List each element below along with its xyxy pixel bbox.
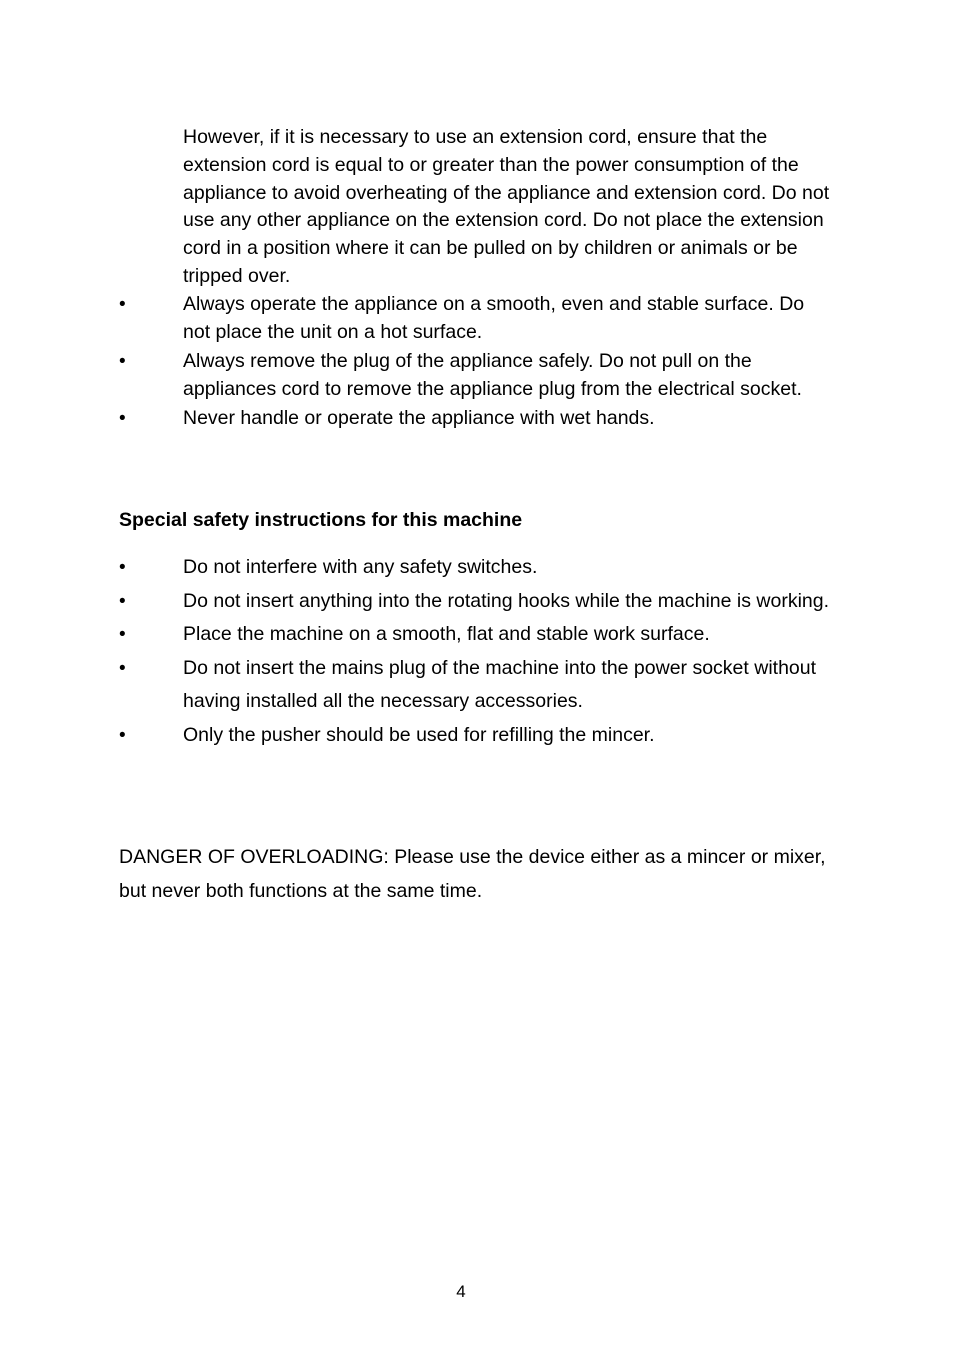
bullet-icon: • <box>119 557 126 578</box>
bullet-icon: • <box>119 408 126 430</box>
overloading-warning: DANGER OF OVERLOADING: Please use the device either as a mincer or mixer, but never both functions at the same time. <box>119 846 826 902</box>
list-item <box>115 551 835 585</box>
list-item <box>115 719 835 753</box>
list-item <box>115 348 835 404</box>
bullet-icon: • <box>119 657 126 679</box>
list-item-text: Always operate the appliance on a smooth, even and stable surface. Do not place the unit on a hot surface. <box>183 293 805 343</box>
bullet-icon: • <box>119 294 126 315</box>
section-heading: Special safety instructions for this machine <box>119 509 523 531</box>
list-item <box>115 405 835 433</box>
list-item-text: Do not insert anything into the rotating hooks while the machine is working. <box>183 589 830 612</box>
extension-cord-paragraph: However, if it is necessary to use an extension cord, ensure that the extension cord is equal to or greater than the power consumption of the appliance to avoid overheating of the appliance and extension cord. Do not use any other appliance on the extension cord. Do not place the extension cord in a position where it can be pulled on by children or animals or be tripped over. <box>183 126 830 287</box>
list-item <box>115 291 835 347</box>
list-item-text: Place the machine on a smooth, flat and stable work surface. <box>183 623 710 645</box>
bullet-icon: • <box>119 351 126 373</box>
special-safety-list <box>115 551 835 752</box>
list-item-text: Always remove the plug of the appliance safely. Do not pull on the appliances cord to remove the appliance plug from the electrical socket. <box>183 350 802 400</box>
list-item-text: Do not interfere with any safety switches. <box>183 556 538 578</box>
bullet-icon: • <box>119 724 126 746</box>
bullet-icon: • <box>119 624 126 645</box>
page-number: 4 <box>456 1282 466 1301</box>
list-item <box>115 585 835 619</box>
general-safety-list <box>115 291 835 434</box>
list-item <box>115 618 835 652</box>
list-item <box>115 652 835 719</box>
list-item-text: Only the pusher should be used for refilling the mincer. <box>183 723 655 746</box>
list-item-text: Do not insert the mains plug of the machine into the power socket without having installed all the necessary accessories. <box>183 656 817 712</box>
bullet-icon: • <box>119 590 126 612</box>
list-item-text: Never handle or operate the appliance with wet hands. <box>183 407 655 430</box>
